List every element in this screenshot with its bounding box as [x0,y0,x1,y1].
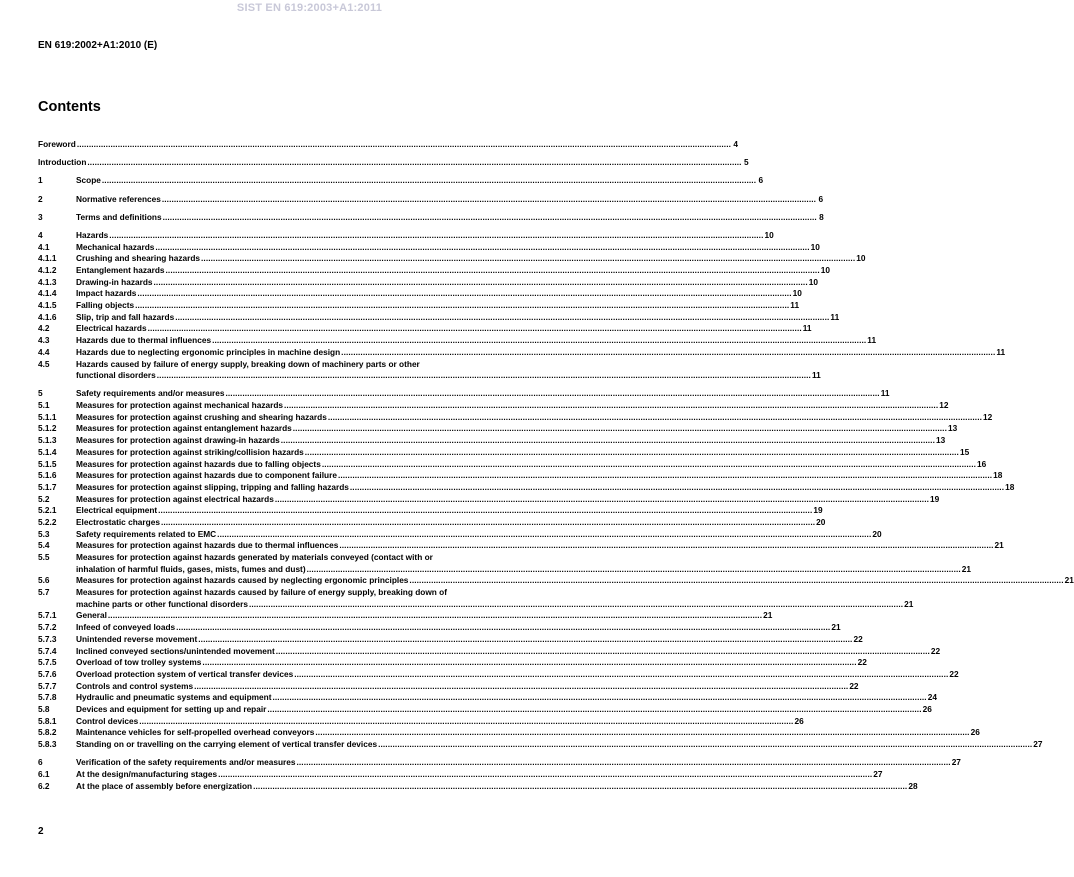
toc-entry-title: Measures for protection against hazards caused by neglecting ergonomic principles [76,575,409,586]
toc-entry[interactable] [38,335,877,347]
toc-entry[interactable] [38,311,840,324]
toc-entry-page: 22 [857,657,867,668]
toc-entry-title: Devices and equipment for setting up and repair [76,703,267,714]
toc-entry-title: Maintenance vehicles for self-propelled overhead conveyors [76,727,315,738]
dot-leader [157,370,811,382]
toc-entry[interactable] [38,388,890,400]
toc-entry-page: 12 [983,411,993,422]
dot-leader [175,312,829,324]
toc-entry-page: 13 [935,435,946,446]
dot-leader [276,646,930,658]
toc-entry-number: 5.1.4 [38,446,57,457]
toc-entry[interactable] [38,411,993,424]
dot-leader [315,727,969,739]
toc-entry-title: Drawing-in hazards [76,276,153,287]
toc-entry-number: 4.1.3 [38,276,57,287]
toc-entry-page: 19 [813,505,823,516]
toc-entry[interactable] [38,300,800,312]
toc-entry-number: 5.8.2 [38,727,57,738]
toc-entry-number: 5.1.5 [38,458,57,469]
toc-entry-number: 4.1.6 [38,311,57,322]
toc-entry-title: Electrical hazards [76,323,147,334]
toc-entry[interactable] [38,645,941,658]
toc-entry[interactable] [38,253,866,265]
toc-entry-number: 5.2 [38,493,50,504]
toc-entry[interactable] [38,423,958,435]
toc-entry[interactable] [38,528,882,541]
toc-entry-number: 5.8 [38,703,50,714]
dot-leader [267,704,921,716]
toc-entry-page: 15 [959,446,970,457]
toc-entry-page: 26 [970,727,980,738]
toc-entry-page: 21 [763,610,773,621]
dot-leader [338,470,992,482]
toc-entry-number: 4.1.5 [38,300,57,311]
dot-leader [108,610,762,622]
toc-entry[interactable] [38,715,804,728]
toc-entry-title: Introduction [38,157,87,168]
toc-entry-title: Safety requirements and/or measures [76,388,225,399]
dot-leader [253,781,907,793]
toc-entry-page: 11 [830,311,840,322]
toc-entry-title: Measures for protection against crushing and shearing hazards [76,411,327,422]
toc-entry-page: 8 [819,211,824,222]
toc-entry-page: 21 [904,598,914,609]
toc-entry[interactable] [38,768,883,781]
toc-entry-number: 5.7.2 [38,622,57,633]
toc-entry-title: Measures for protection against hazards caused by failure of energy supply, breaking down of [76,587,447,598]
toc-entry-title: Falling objects [76,300,135,311]
dot-leader [339,540,993,552]
toc-entry-title: Safety requirements related to EMC [76,528,217,539]
toc-entry[interactable] [38,516,826,529]
dot-leader [87,157,741,169]
dot-leader [148,323,802,335]
toc-entry-number: 5.7.7 [38,680,57,691]
toc-entry-number: 5.3 [38,528,50,539]
toc-entry-page: 18 [1005,481,1015,492]
toc-entry-number: 5.1 [38,400,50,411]
toc-entry-number: 5.8.1 [38,715,57,726]
toc-entry-title: General [76,610,107,621]
toc-entry-number: 1 [38,175,43,186]
toc-entry-page: 22 [849,680,859,691]
toc-entry-page: 18 [993,470,1003,481]
toc-entry[interactable] [38,680,859,693]
toc-entry-title: Crushing and shearing hazards [76,253,201,264]
dot-leader [154,277,808,289]
toc-entry-title: Measures for protection against hazards generated by materials conveyed (contact with or [76,552,433,563]
toc-entry[interactable] [38,575,1074,587]
toc-entry-number: 4.4 [38,346,50,357]
toc-entry-number: 5.7.4 [38,645,57,656]
toc-entry-title: Scope [76,175,101,186]
dot-leader [293,423,947,435]
dot-leader [328,412,982,424]
toc-entry-number: 4.1.2 [38,264,57,275]
toc-entry[interactable] [38,435,946,447]
dot-leader [307,564,961,576]
toc-entry-page: 5 [743,157,749,168]
toc-entry[interactable] [38,458,987,471]
dot-leader [249,599,903,611]
toc-entry-page: 26 [794,715,804,726]
toc-entry[interactable] [38,346,1006,359]
dot-leader [275,494,929,506]
toc-entry-page: 27 [951,757,961,768]
page-number: 2 [38,826,44,837]
toc-entry-title: Measures for protection against electrical hazards [76,493,274,504]
toc-entry[interactable] [38,470,1003,482]
dot-leader [162,194,816,206]
toc-entry-page: 11 [802,323,812,334]
toc-entry-number: 5.7 [38,587,50,598]
toc-entry-page: 16 [977,458,987,469]
toc-entry-page: 11 [996,346,1006,357]
toc-entry-title: Entanglement hazards [76,264,165,275]
toc-entry-page: 21 [831,622,841,633]
toc-entry-page: 19 [930,493,940,504]
dot-leader [166,265,820,277]
toc-entry[interactable] [38,211,824,224]
toc-entry-title: Unintended reverse movement [76,633,198,644]
dot-leader [212,335,866,347]
toc-entry-title-cont: functional disorders [76,370,156,381]
dot-leader [163,212,817,224]
toc-entry[interactable] [38,739,1043,751]
toc-entry[interactable] [38,622,841,634]
toc-entry-title: Overload of tow trolley systems [76,657,202,668]
toc-entry-number: 4.1.4 [38,288,57,299]
toc-entry-page: 28 [908,780,918,791]
dot-leader [296,757,950,769]
dot-leader [341,347,995,359]
toc-entry-number: 5.2.2 [38,516,57,527]
toc-entry-number: 4 [38,229,43,240]
toc-entry[interactable] [38,668,959,681]
toc-entry-title: Measures for protection against slipping, tripping and falling hazards [76,481,349,492]
toc-entry-number: 5.4 [38,540,50,551]
toc-entry-title: Verification of the safety requirements and/or measures [76,757,296,768]
watermark: SIST EN 619:2003+A1:2011 [236,2,383,14]
toc-entry-page: 12 [939,400,949,411]
toc-entry-number: 5.7.8 [38,692,57,703]
dot-leader [225,388,879,400]
toc-entry-number: 5.7.1 [38,610,57,621]
toc-entry-title: Terms and definitions [76,211,162,222]
toc-entry-number: 4.1 [38,241,50,252]
dot-leader [139,716,793,728]
toc-entry[interactable] [38,323,812,335]
dot-leader [322,459,976,471]
toc-entry[interactable] [38,175,764,187]
toc-entry-number: 6 [38,757,43,768]
toc-entry-title-cont: machine parts or other functional disorders [76,598,248,609]
toc-entry[interactable] [38,157,749,169]
toc-entry[interactable] [38,288,802,300]
toc-entry-title: Measures for protection against hazards due to thermal influences [76,540,339,551]
toc-entry-number: 4.3 [38,335,50,346]
toc-entry[interactable] [38,757,961,769]
toc-entry-number: 4.2 [38,323,50,334]
dot-leader [294,669,948,681]
dot-leader [102,175,756,187]
toc-entry[interactable] [38,540,1004,552]
page-title: Contents [38,99,101,115]
toc-entry-title: Measures for protection against hazards due to component failure [76,470,337,481]
toc-entry-title: Measures for protection against hazards due to falling objects [76,458,321,469]
toc-entry-title: Infeed of conveyed loads [76,622,176,633]
toc-entry-page: 22 [949,668,959,679]
toc-entry-page: 26 [922,703,932,714]
dot-leader [350,482,1004,494]
dot-leader [217,529,871,541]
toc-entry[interactable] [38,657,867,669]
toc-entry-number: 6.1 [38,768,50,779]
dot-leader [155,242,809,254]
dot-leader [281,435,935,447]
toc-entry-title: Hazards due to neglecting ergonomic principles in machine design [76,346,341,357]
toc-entry-title: Controls and control systems [76,680,194,691]
document-id: EN 619:2002+A1:2010 (E) [38,40,158,51]
toc-entry-page: 22 [930,645,941,656]
toc-entry[interactable] [38,703,932,716]
toc-entry-title: Hazards due to thermal influences [76,335,212,346]
toc-entry-number: 4.5 [38,358,50,369]
toc-entry[interactable] [38,505,823,517]
dot-leader [77,139,731,151]
toc-entry-page: 11 [811,370,821,381]
toc-entry[interactable] [38,229,774,242]
toc-entry-page: 10 [808,276,818,287]
toc-entry-page: 27 [1033,739,1043,750]
toc-entry-number: 5.1.2 [38,423,57,434]
toc-entry-page: 24 [927,692,937,703]
toc-entry-page: 10 [820,264,830,275]
toc-entry-number: 5.6 [38,575,50,586]
toc-entry-title: Hazards caused by failure of energy supply, breaking down of machinery parts or other [76,358,420,369]
dot-leader [378,739,1032,751]
toc-entry-title: Mechanical hazards [76,241,155,252]
toc-entry-number: 5.7.5 [38,657,57,668]
toc-entry-page: 11 [880,388,890,399]
toc-entry-number: 5.2.1 [38,505,57,516]
toc-entry-title: At the design/manufacturing stages [76,768,218,779]
toc-entry-page: 21 [994,540,1004,551]
toc-entry-page: 6 [818,193,824,204]
toc-entry-number: 5.7.6 [38,668,57,679]
dot-leader [284,400,938,412]
toc-entry-page: 11 [867,335,877,346]
toc-entry[interactable] [38,138,739,151]
toc-entry-title: Normative references [76,193,161,204]
toc-entry[interactable] [38,264,830,277]
dot-leader [409,575,1063,587]
toc-entry[interactable] [38,400,949,412]
dot-leader [137,288,791,300]
toc-entry[interactable] [38,276,818,289]
toc-entry-title: Hydraulic and pneumatic systems and equipment [76,692,272,703]
toc-entry-page: 27 [873,768,883,779]
toc-entry-title: Electrical equipment [76,505,158,516]
toc-entry-title: Slip, trip and fall hazards [76,311,175,322]
toc-entry-title: Measures for protection against drawing-in hazards [76,435,280,446]
toc-entry-number: 5.1.3 [38,435,57,446]
dot-leader [305,447,959,459]
toc-entry-number: 2 [38,193,43,204]
toc-entry-title: Measures for protection against striking/collision hazards [76,446,304,457]
toc-entry[interactable] [38,780,918,793]
toc-entry-number: 5.1.7 [38,481,57,492]
toc-entry-number: 5.8.3 [38,739,57,750]
toc-entry-title-cont: inhalation of harmful fluids, gases, mists, fumes and dust) [76,563,306,574]
toc-entry-title: Measures for protection against entanglement hazards [76,423,292,434]
toc-entry-title: Control devices [76,715,139,726]
toc-entry-number: 4.1.1 [38,253,57,264]
toc-entry-page: 20 [816,516,826,527]
toc-entry-page: 10 [764,229,774,240]
dot-leader [176,622,830,634]
toc-entry-page: 10 [810,241,820,252]
toc-entry[interactable] [38,493,940,506]
toc-entry-title: Measures for protection against mechanical hazards [76,400,284,411]
toc-entry-number: 3 [38,211,43,222]
toc-entry-title: Foreword [38,138,76,149]
toc-entry[interactable] [38,633,863,646]
toc-entry-title: Impact hazards [76,288,137,299]
toc-entry-title: Inclined conveyed sections/unintended movement [76,645,275,656]
toc-entry-title: Standing on or travelling on the carrying element of vertical transfer devices [76,739,378,750]
toc-entry[interactable] [38,692,937,704]
toc-entry-page: 6 [758,175,764,186]
toc-entry-number: 5.1.6 [38,470,57,481]
toc-entry[interactable] [38,552,972,575]
dot-leader [194,681,848,693]
dot-leader [218,769,872,781]
toc-entry-page: 4 [733,138,739,149]
toc-entry-title: Electrostatic charges [76,516,160,527]
toc-entry-title: Hazards [76,229,109,240]
toc-entry-page: 11 [790,300,800,311]
toc-entry-number: 5 [38,388,43,399]
toc-entry[interactable] [38,610,773,622]
dot-leader [201,253,855,265]
toc-entry-page: 10 [856,253,866,264]
toc-entry-page: 21 [1064,575,1074,586]
toc-entry[interactable] [38,241,820,254]
toc-entry-page: 21 [961,563,972,574]
toc-entry[interactable] [38,358,821,382]
dot-leader [158,505,812,517]
dot-leader [202,657,856,669]
toc-entry-number: 5.7.3 [38,633,57,644]
toc-entry-page: 13 [947,423,958,434]
toc-entry-page: 10 [792,288,802,299]
toc-entry[interactable] [38,727,980,739]
toc-entry-page: 20 [872,528,882,539]
toc-entry-number: 5.5 [38,552,50,563]
dot-leader [198,634,852,646]
toc-entry[interactable] [38,587,914,610]
toc-entry[interactable] [38,481,1015,494]
table-of-contents [38,138,1074,792]
toc-entry[interactable] [38,193,824,206]
toc-entry[interactable] [38,446,970,459]
dot-leader [273,692,927,704]
dot-leader [135,300,789,312]
toc-entry-title: At the place of assembly before energization [76,780,253,791]
dot-leader [109,230,763,242]
dot-leader [161,517,815,529]
toc-entry-number: 6.2 [38,780,50,791]
toc-entry-title: Overload protection system of vertical transfer devices [76,668,294,679]
toc-entry-page: 22 [853,633,863,644]
toc-entry-number: 5.1.1 [38,411,57,422]
